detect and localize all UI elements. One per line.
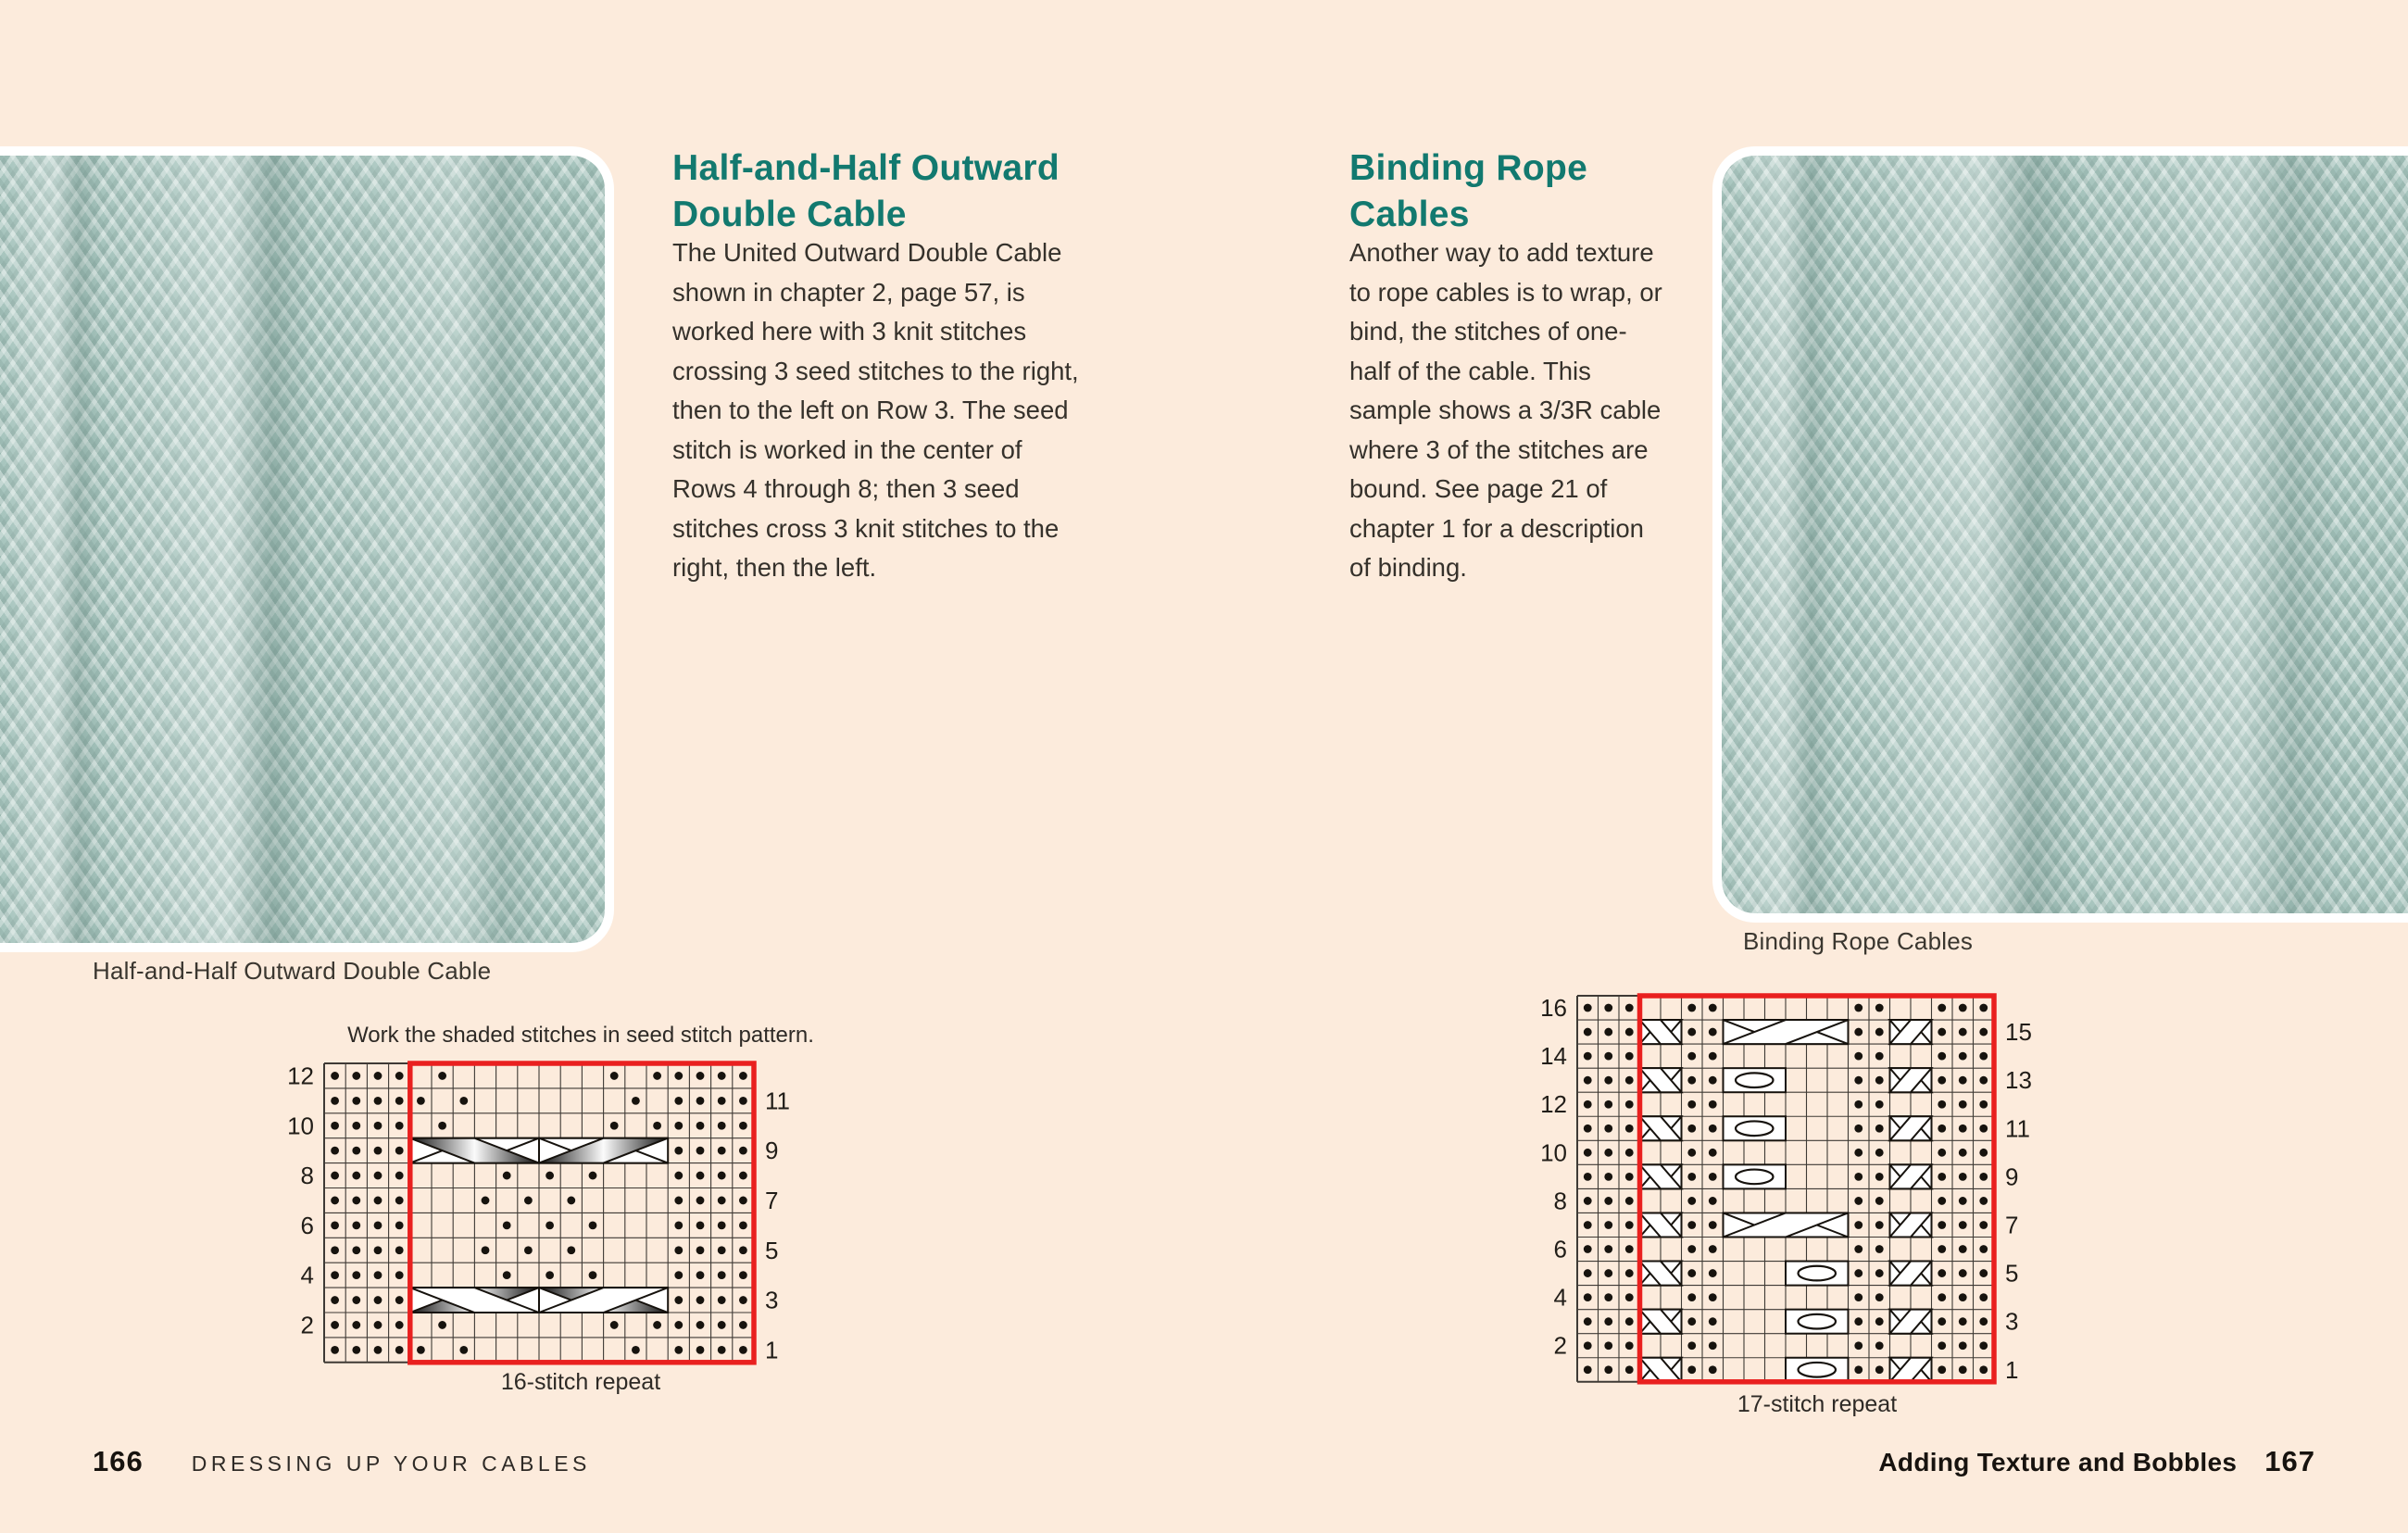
knit-swatch-photo-right [1712,146,2408,923]
svg-text:9: 9 [2005,1162,2019,1191]
svg-text:11: 11 [765,1087,790,1115]
body-paragraph-right: Another way to add texture to rope cables is to wrap, or bind, the stitches of one-half of the cable. This sample shows a 3/3R cable where 3 of the stitches are bound. See page 21 of chapter 1 for a description of binding. [1349,238,1662,582]
section-heading-left [672,145,1191,238]
footer-right [1878,1445,2315,1478]
svg-text:1: 1 [765,1336,779,1364]
svg-text:2: 2 [1553,1331,1567,1360]
heading-line: Half-and-Half Outward [672,148,1060,188]
body-paragraph-left: The United Outward Double Cable shown in chapter 2, page 57, is worked here with 3 knit stitches crossing 3 seed stitches to the right, then to the left on Row 3. The seed stitch is worked in the center of Rows 4 through 8; then 3 seed stitches cross 3 knit stitches to the right, then the left. [672,238,1079,582]
svg-text:8: 8 [300,1162,314,1190]
svg-text:12: 12 [287,1062,314,1090]
svg-text:1: 1 [2005,1355,2019,1384]
section-heading-right [1349,145,1738,238]
repeat-label-left: 16-stitch repeat [500,1369,661,1395]
svg-text:14: 14 [1540,1042,1567,1071]
svg-text:13: 13 [2005,1066,2032,1095]
heading-line: Cables [1349,195,1470,234]
svg-text:8: 8 [1553,1187,1567,1215]
svg-text:5: 5 [765,1236,779,1264]
svg-text:7: 7 [765,1186,779,1214]
heading-line: Binding Rope [1349,148,1588,188]
svg-text:16: 16 [1540,994,1567,1023]
svg-text:11: 11 [2005,1114,2030,1143]
svg-text:6: 6 [300,1211,314,1239]
svg-text:10: 10 [287,1112,314,1140]
svg-text:5: 5 [2005,1259,2019,1288]
photo-caption-left: Half-and-Half Outward Double Cable [93,957,492,985]
page-number-left: 166 [93,1445,144,1477]
svg-text:3: 3 [2005,1307,2019,1336]
knitting-chart-left [282,1050,800,1372]
repeat-label-right: 17-stitch repeat [1737,1391,1898,1417]
photo-caption-right: Binding Rope Cables [1743,927,1974,955]
svg-text:10: 10 [1540,1138,1567,1167]
chart-note: Work the shaded stitches in seed stitch pattern. [347,1023,814,1048]
svg-text:6: 6 [1553,1235,1567,1263]
running-head-left: DRESSING UP YOUR CABLES [191,1451,591,1476]
svg-text:3: 3 [765,1286,779,1314]
svg-text:7: 7 [2005,1211,2019,1239]
svg-text:15: 15 [2005,1018,2032,1047]
knit-swatch-photo-left [0,146,614,952]
svg-text:9: 9 [765,1137,779,1165]
svg-text:12: 12 [1540,1090,1567,1119]
knitting-chart-right [1533,984,2040,1391]
svg-text:4: 4 [300,1261,314,1289]
running-head-right: Adding Texture and Bobbles [1878,1448,2238,1476]
page-number-right: 167 [2264,1445,2315,1477]
svg-text:4: 4 [1553,1283,1567,1312]
footer-left [93,1445,591,1478]
svg-text:2: 2 [300,1311,314,1339]
heading-line: Double Cable [672,195,907,234]
